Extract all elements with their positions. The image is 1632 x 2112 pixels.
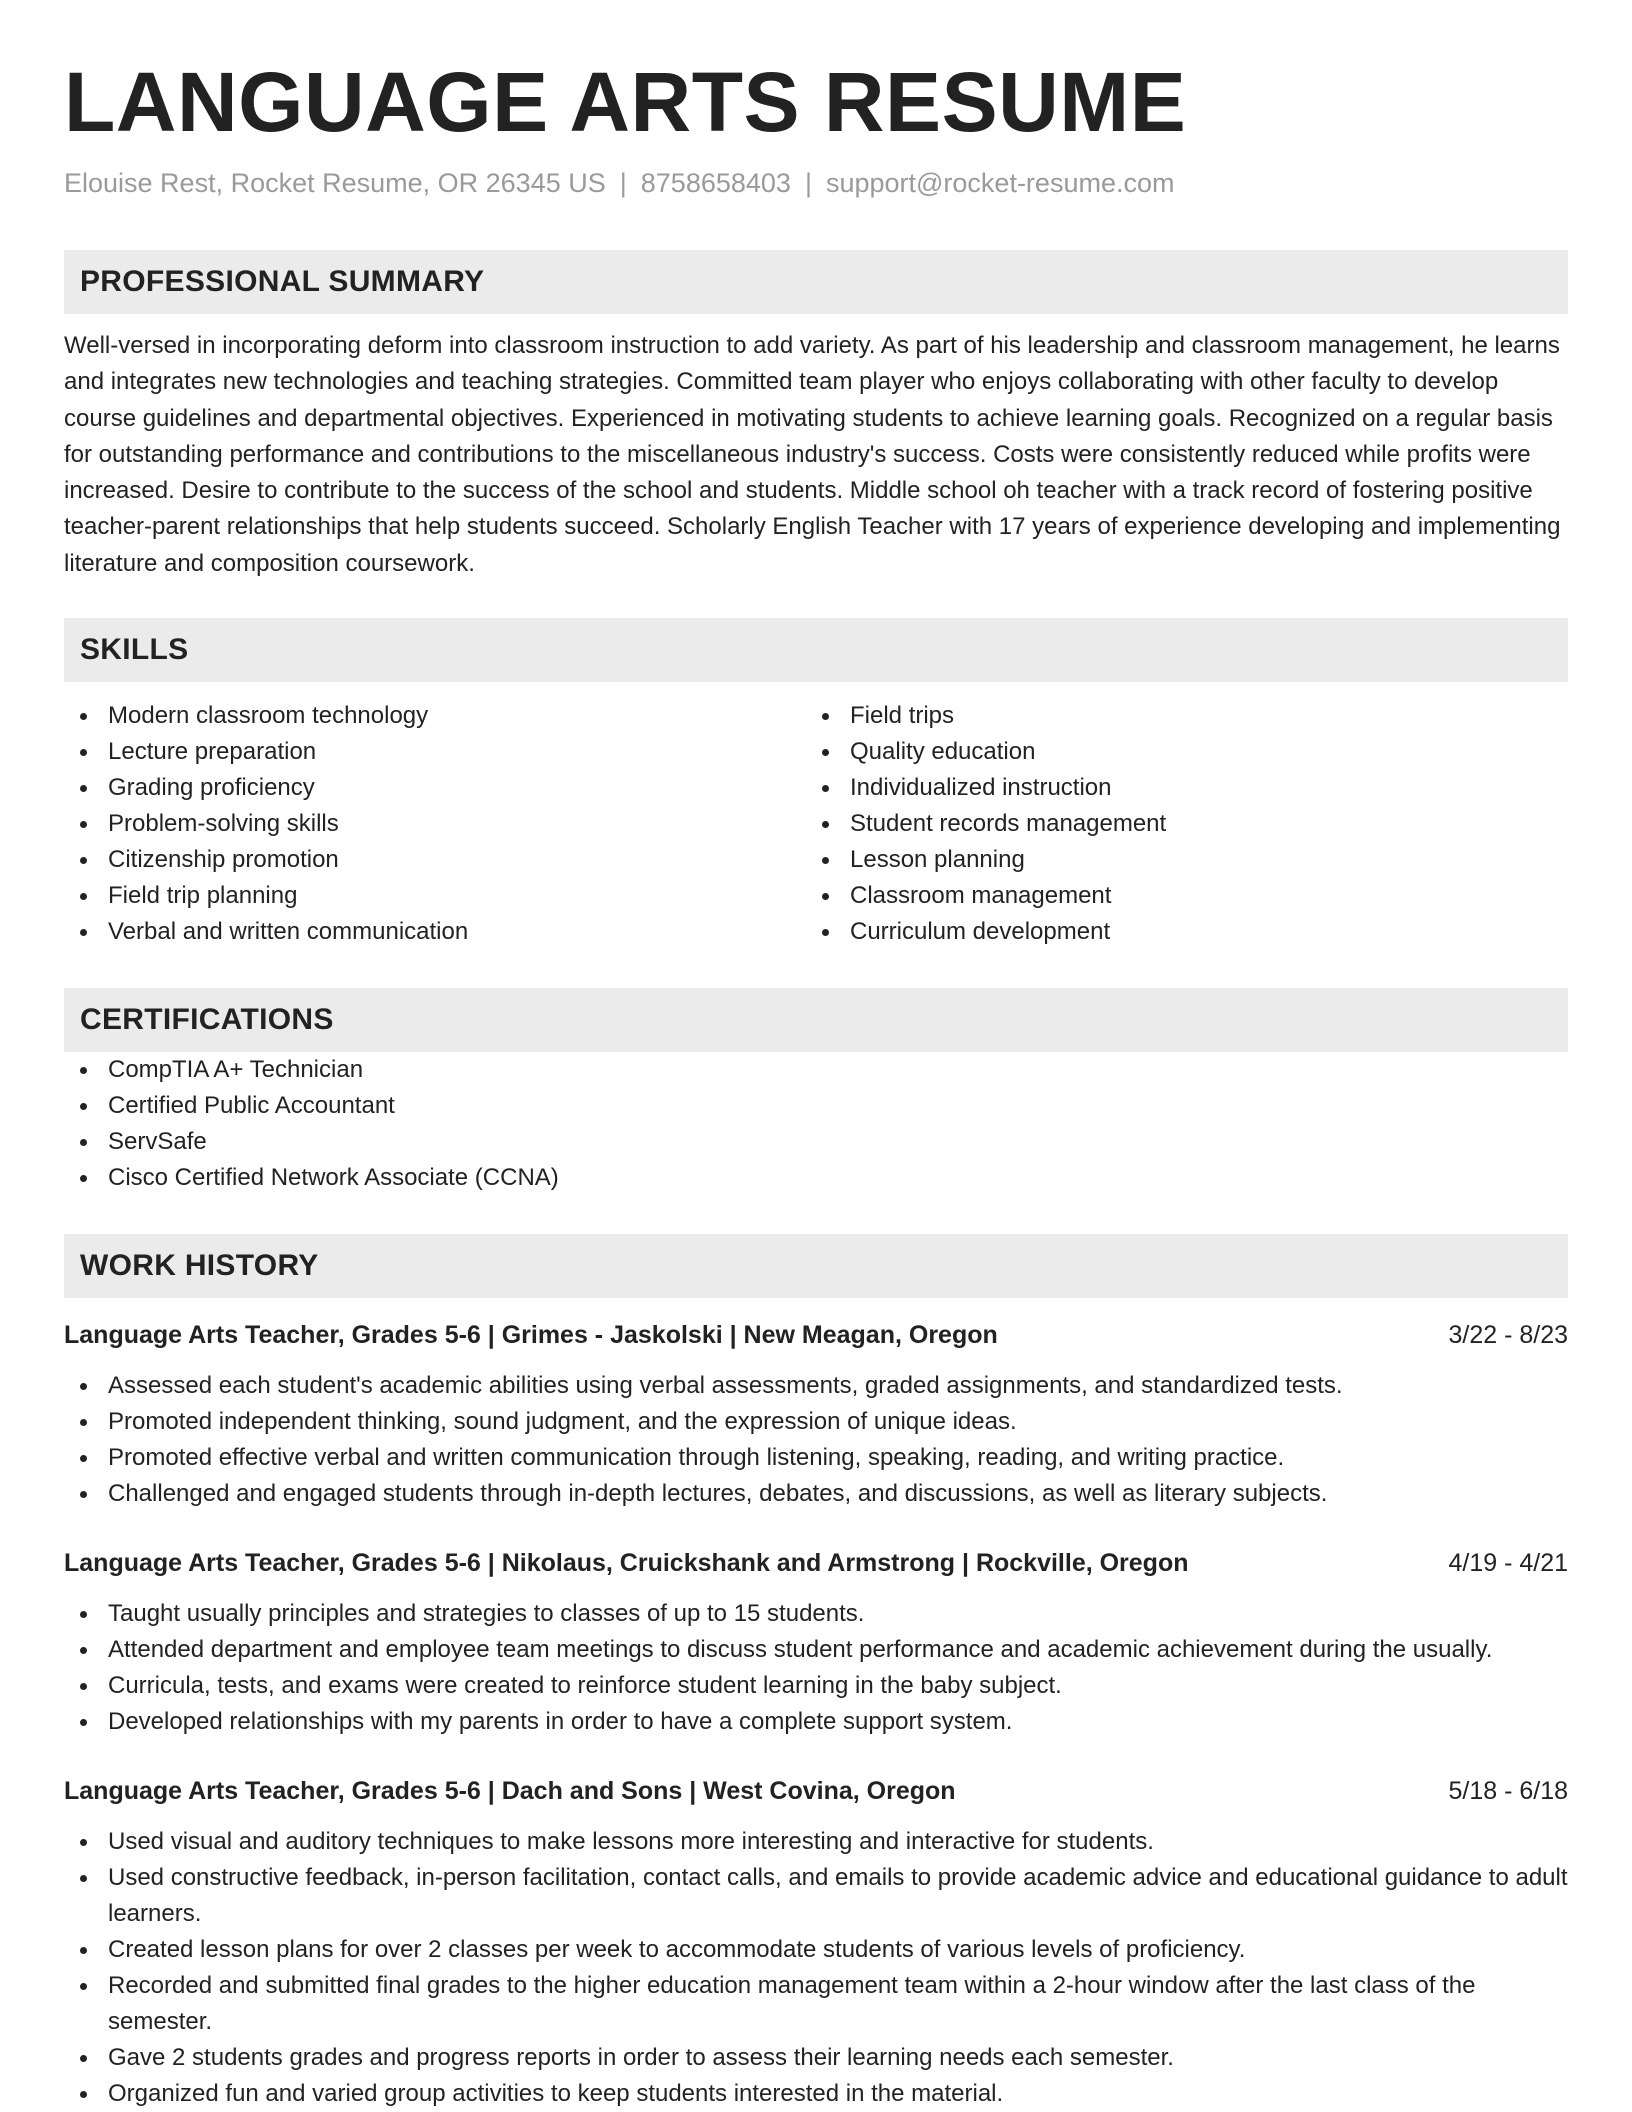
job-bullet: Developed relationships with my parents in order to have a complete support system. xyxy=(64,1704,1568,1740)
section-heading-skills: SKILLS xyxy=(64,618,1568,682)
job-bullet: Promoted effective verbal and written communication through listening, speaking, reading, and writing practice. xyxy=(64,1440,1568,1476)
job-bullet: Promoted independent thinking, sound judgment, and the expression of unique ideas. xyxy=(64,1404,1568,1440)
job-bullet: Organized fun and varied group activities to keep students interested in the material. xyxy=(64,2076,1568,2112)
job-bullet: Assessed each student's academic abilities using verbal assessments, graded assignments, and standardized tests. xyxy=(64,1368,1568,1404)
job-entry xyxy=(64,1318,1568,1512)
certification-item: ServSafe xyxy=(64,1124,1568,1160)
skill-item: Curriculum development xyxy=(806,914,1548,950)
section-heading-certifications: CERTIFICATIONS xyxy=(64,988,1568,1052)
job-bullet: Used visual and auditory techniques to make lessons more interesting and interactive for students. xyxy=(64,1824,1568,1860)
contact-separator: | xyxy=(804,168,812,198)
contact-address: Elouise Rest, Rocket Resume, OR 26345 US xyxy=(64,168,606,198)
skills-column-right xyxy=(806,698,1548,950)
skills-grid xyxy=(64,698,1568,950)
skill-item: Field trip planning xyxy=(64,878,806,914)
job-dates: 5/18 - 6/18 xyxy=(1448,1777,1568,1806)
skill-item: Verbal and written communication xyxy=(64,914,806,950)
job-bullet: Curricula, tests, and exams were created to reinforce student learning in the baby subject. xyxy=(64,1668,1568,1704)
contact-phone: 8758658403 xyxy=(640,168,791,198)
contact-email: support@rocket-resume.com xyxy=(825,168,1175,198)
certification-item: Certified Public Accountant xyxy=(64,1088,1568,1124)
skill-item: Modern classroom technology xyxy=(64,698,806,734)
job-entry xyxy=(64,1774,1568,2112)
certification-item: Cisco Certified Network Associate (CCNA) xyxy=(64,1160,1568,1196)
job-bullet: Created lesson plans for over 2 classes per week to accommodate students of various levels of proficiency. xyxy=(64,1932,1568,1968)
skill-item: Problem-solving skills xyxy=(64,806,806,842)
job-dates: 4/19 - 4/21 xyxy=(1448,1549,1568,1578)
job-entry xyxy=(64,1546,1568,1740)
certifications-list xyxy=(64,1052,1568,1196)
skill-item: Classroom management xyxy=(806,878,1548,914)
job-title: Language Arts Teacher, Grades 5-6 | Grimes - Jaskolski | New Meagan, Oregon xyxy=(64,1321,998,1350)
job-title: Language Arts Teacher, Grades 5-6 | Nikolaus, Cruickshank and Armstrong | Rockville, Oregon xyxy=(64,1549,1189,1578)
job-dates: 3/22 - 8/23 xyxy=(1448,1321,1568,1350)
job-bullet: Used constructive feedback, in-person facilitation, contact calls, and emails to provide academic advice and educational guidance to adult learners. xyxy=(64,1860,1568,1932)
skill-item: Lesson planning xyxy=(806,842,1548,878)
job-bullet: Taught usually principles and strategies to classes of up to 15 students. xyxy=(64,1596,1568,1632)
job-bullet: Attended department and employee team meetings to discuss student performance and academic achievement during the usually. xyxy=(64,1632,1568,1668)
job-bullet: Gave 2 students grades and progress reports in order to assess their learning needs each semester. xyxy=(64,2040,1568,2076)
job-bullet: Challenged and engaged students through in-depth lectures, debates, and discussions, as well as literary subjects. xyxy=(64,1476,1568,1512)
skills-column-left xyxy=(64,698,806,950)
summary-text: Well-versed in incorporating deform into classroom instruction to add variety. As part of his leadership and classroom management, he learns and integrates new technologies and teaching strategies. Committed team player who enjoys collaborating with other faculty to develop course guidelines and departmental objectives. Experienced in motivating students to achieve learning goals. Recognized on a regular basis for outstanding performance and contributions to the miscellaneous industry's success. Costs were consistently reduced while profits were increased. Desire to contribute to the success of the school and students. Middle school oh teacher with a track record of fostering positive teacher-parent relationships that help students succeed. Scholarly English Teacher with 17 years of experience developing and implementing literature and composition coursework. xyxy=(64,332,1561,577)
certification-item: CompTIA A+ Technician xyxy=(64,1052,1568,1088)
contact-separator: | xyxy=(619,168,627,198)
skill-item: Quality education xyxy=(806,734,1548,770)
skill-item: Student records management xyxy=(806,806,1548,842)
job-bullet: Recorded and submitted final grades to the higher education management team within a 2-hour window after the last class of the semester. xyxy=(64,1968,1568,2040)
skill-item: Grading proficiency xyxy=(64,770,806,806)
skill-item: Citizenship promotion xyxy=(64,842,806,878)
skill-item: Individualized instruction xyxy=(806,770,1548,806)
section-heading-work-history: WORK HISTORY xyxy=(64,1234,1568,1298)
skill-item: Lecture preparation xyxy=(64,734,806,770)
resume-title: LANGUAGE ARTS RESUME xyxy=(64,55,1187,149)
resume-page xyxy=(64,0,1568,2112)
job-title: Language Arts Teacher, Grades 5-6 | Dach and Sons | West Covina, Oregon xyxy=(64,1777,956,1806)
skill-item: Field trips xyxy=(806,698,1548,734)
contact-line xyxy=(64,166,1568,200)
section-heading-summary: PROFESSIONAL SUMMARY xyxy=(64,250,1568,314)
